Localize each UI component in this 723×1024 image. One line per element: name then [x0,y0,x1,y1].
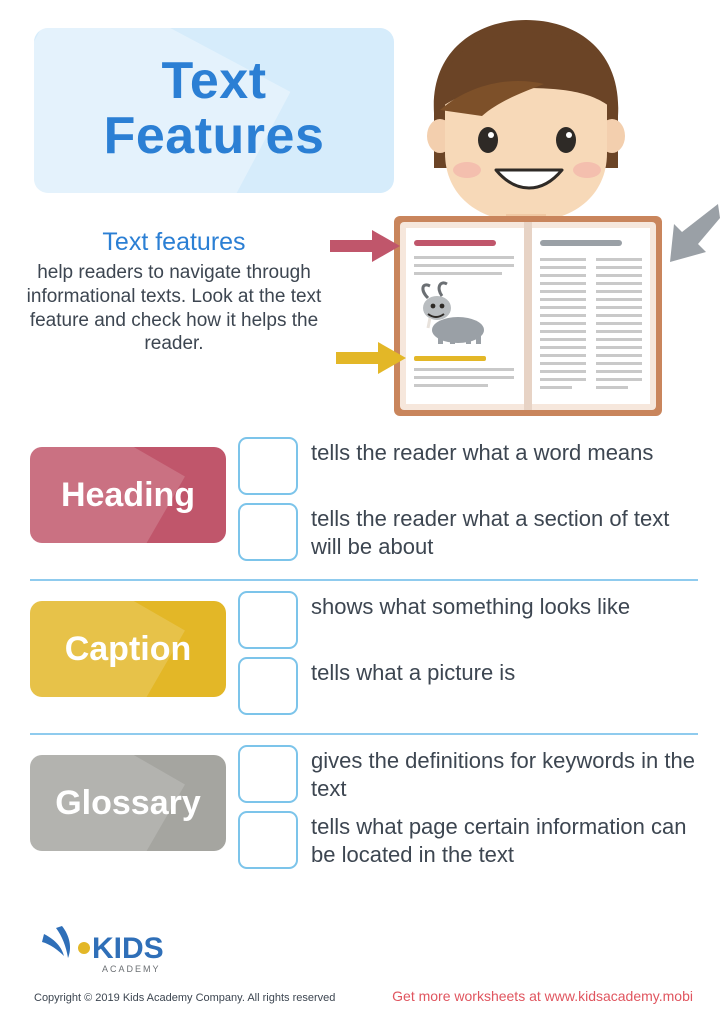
checkbox-heading-1[interactable] [238,437,298,495]
kids-academy-logo [40,922,210,980]
checkbox-glossary-1[interactable] [238,745,298,803]
row-caption [30,591,698,735]
checkbox-caption-2[interactable] [238,657,298,715]
chip-glossary [30,755,226,851]
option-row[interactable] [238,503,698,565]
option-label: tells the reader what a section of text will be about [311,506,670,559]
page-title-line2: Features [103,106,325,165]
boy-with-book-illustration [330,18,720,428]
option-label: shows what something looks like [311,594,631,619]
option-label: tells the reader what a word means [311,440,654,465]
option-row[interactable] [238,591,698,653]
arrow-grey [670,204,720,262]
options-heading [238,437,698,565]
chip-caption [30,601,226,697]
option-label: gives the definitions for keywords in the text [311,748,695,801]
options-glossary [238,745,698,873]
options-caption [238,591,698,719]
row-glossary [30,745,698,887]
option-row[interactable] [238,811,698,873]
logo-brand: KIDS [92,932,164,965]
row-heading [30,437,698,581]
instructions-body: help readers to navigate through informational texts. Look at the text feature and check how it helps the reader. [26,262,322,355]
option-row[interactable] [238,657,698,719]
arrow-red [330,230,400,262]
chip-glossary-label: Glossary [55,784,201,822]
checkbox-glossary-2[interactable] [238,811,298,869]
answer-rows [30,437,698,897]
checkbox-caption-1[interactable] [238,591,298,649]
chip-heading [30,447,226,543]
option-label: tells what a picture is [311,660,516,685]
copyright-text: Copyright © 2019 Kids Academy Company. All rights reserved [34,992,336,1004]
instructions [24,228,324,356]
instructions-lead: Text features [102,228,246,256]
option-row[interactable] [238,745,698,807]
promo-text: Get more worksheets at www.kidsacademy.mobi [392,988,693,1004]
logo-sub: ACADEMY [102,964,161,974]
checkbox-heading-2[interactable] [238,503,298,561]
option-row[interactable] [238,437,698,499]
chip-caption-label: Caption [64,630,192,668]
chip-heading-label: Heading [60,476,196,514]
page-title-line1: Text [161,52,267,110]
option-label: tells what page certain information can be located in the text [311,814,687,867]
